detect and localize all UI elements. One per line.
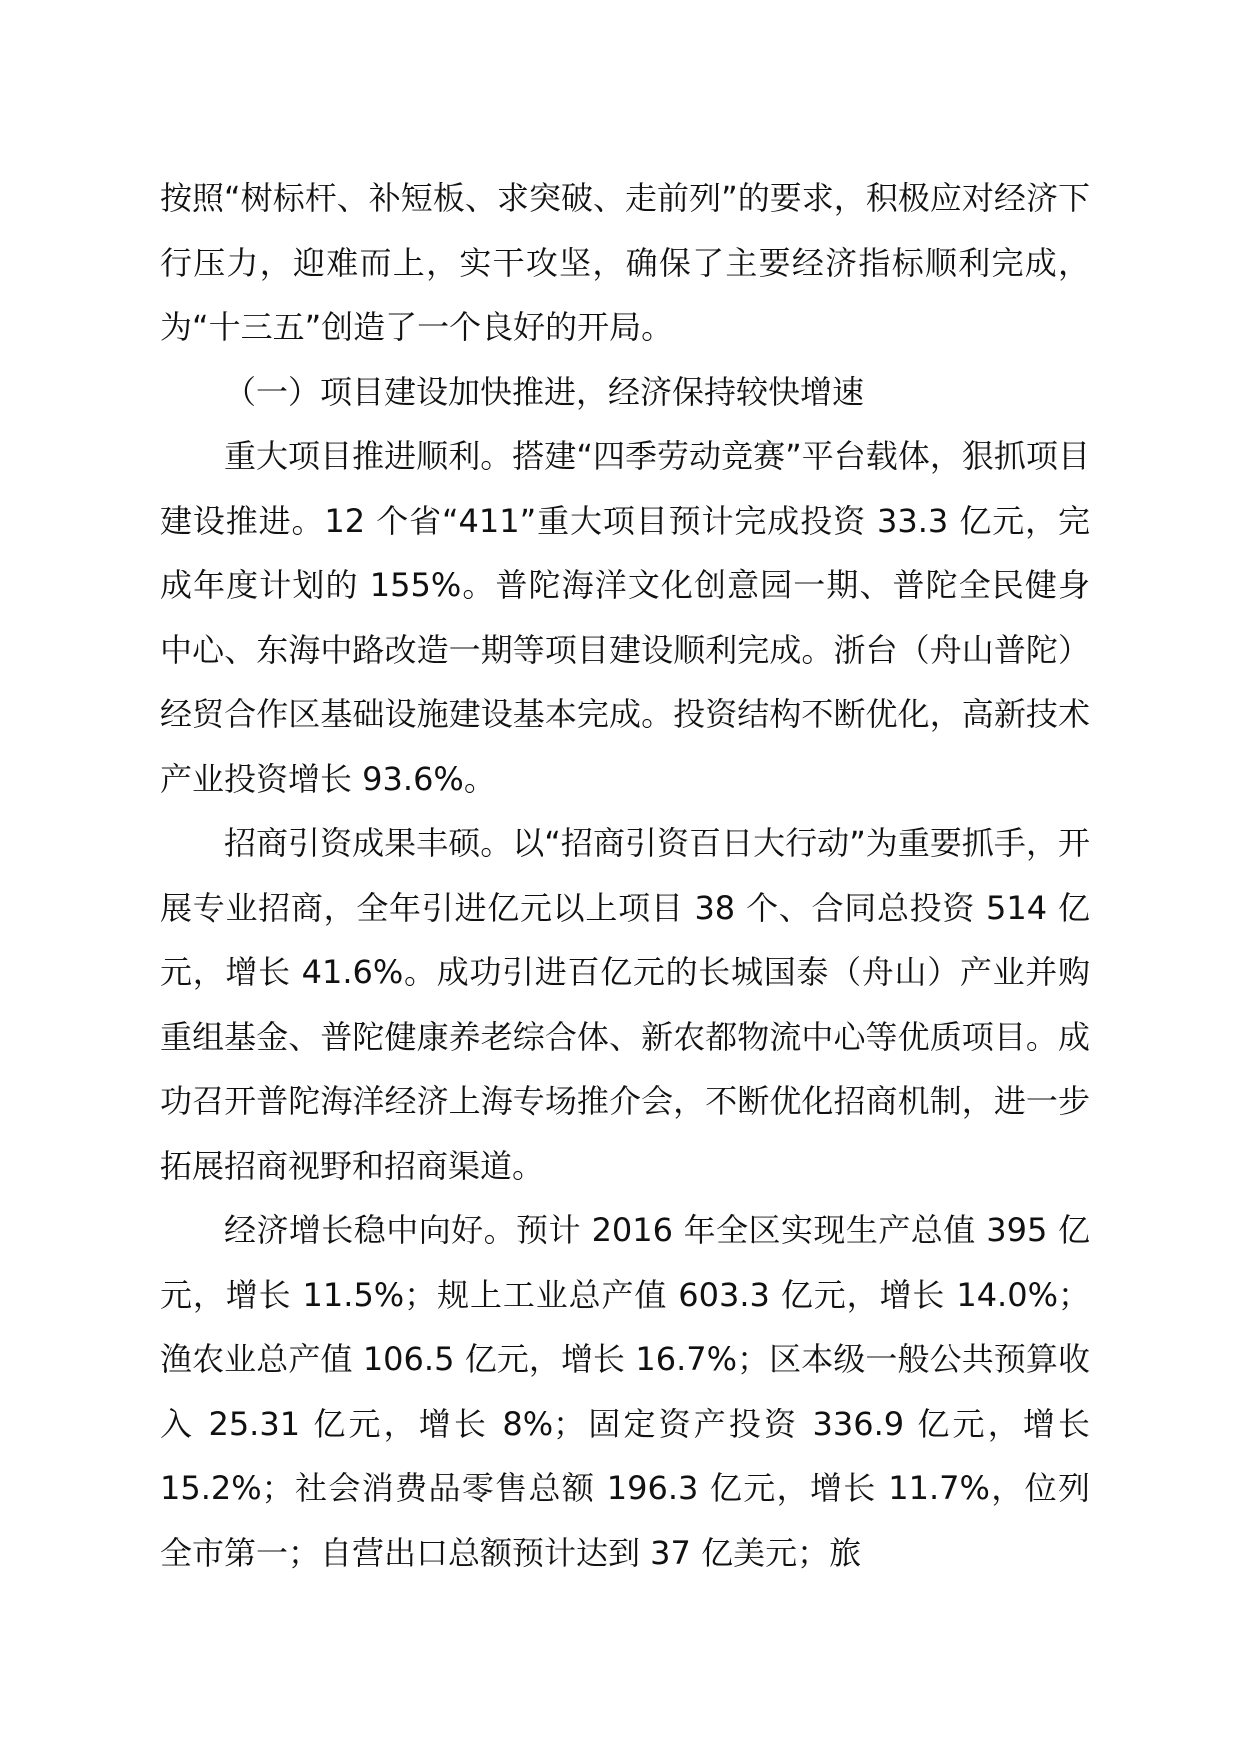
paragraph-major-projects: 重大项目推进顺利。搭建“四季劳动竞赛”平台载体，狠抓项目建设推进。12 个省“411”重大项目预计完成投资 33.3 亿元，完成年度计划的 155%。普陀海洋文化创意园一期、普陀全民健身中心、东海中路改造一期等项目建设顺利完成。浙台（舟山普陀）经贸合作区基础设施建设基本完成。投资结构不断优化，高新技术产业投资增长 93.6%。 xyxy=(160,437,1090,798)
body-text xyxy=(160,166,1090,1585)
paragraph-economic-growth: 经济增长稳中向好。预计 2016 年全区实现生产总值 395 亿元，增长 11.5%；规上工业总产值 603.3 亿元，增长 14.0%；渔农业总产值 106.5 亿元，增长 16.7%；区本级一般公共预算收入 25.31 亿元，增长 8%；固定资产投资 336.9 亿元，增长 15.2%；社会消费品零售总额 196.3 亿元，增长 11.7%，位列全市第一；自营出口总额预计达到 37 亿美元；旅 xyxy=(160,1211,1090,1572)
paragraph-investment-attraction: 招商引资成果丰硕。以“招商引资百日大行动”为重要抓手，开展专业招商，全年引进亿元以上项目 38 个、合同总投资 514 亿元，增长 41.6%。成功引进百亿元的长城国泰（舟山）产业并购重组基金、普陀健康养老综合体、新农都物流中心等优质项目。成功召开普陀海洋经济上海专场推介会，不断优化招商机制，进一步拓展招商视野和招商渠道。 xyxy=(160,824,1090,1185)
section-heading: （一）项目建设加快推进，经济保持较快增速 xyxy=(224,372,865,411)
paragraph-intro-continuation: 按照“树标杆、补短板、求突破、走前列”的要求，积极应对经济下行压力，迎难而上，实干攻坚，确保了主要经济指标顺利完成，为“十三五”创造了一个良好的开局。 xyxy=(160,179,1090,346)
